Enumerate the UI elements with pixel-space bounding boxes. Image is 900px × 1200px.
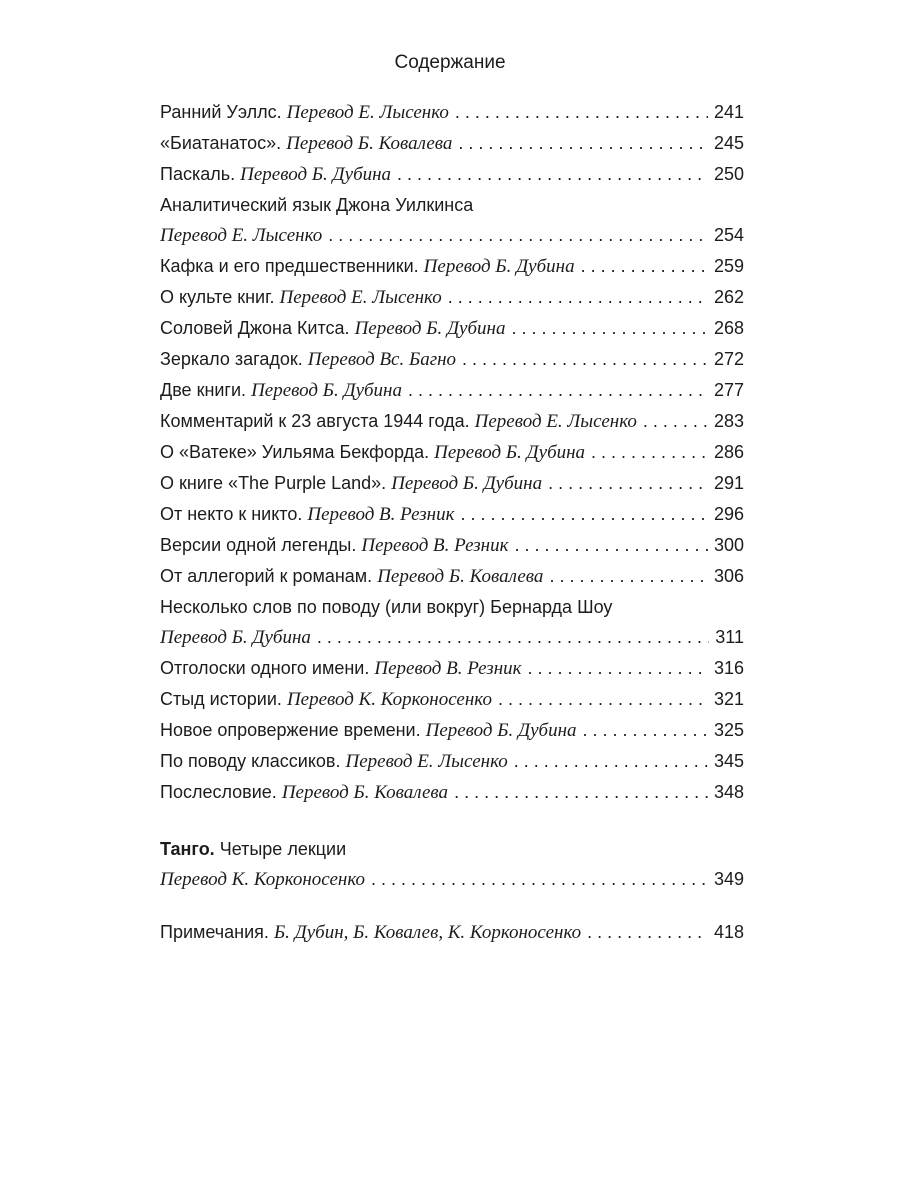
toc-entry-bernard-shaw bbox=[160, 592, 744, 653]
entry-title: О «Ватеке» Уильяма Бекфорда. bbox=[160, 442, 430, 462]
entry-title: Стыд истории. bbox=[160, 689, 282, 709]
entry-title: Ранний Уэллс. bbox=[160, 102, 282, 122]
entry-title: От некто к никто. bbox=[160, 504, 303, 524]
entry-page-number: 254 bbox=[713, 225, 744, 245]
entry-page-number: 250 bbox=[713, 164, 744, 184]
toc-entry-kafka bbox=[160, 251, 744, 282]
entry-translator: Перевод Б. Дубина bbox=[391, 473, 543, 494]
entry-title: От аллегорий к романам. bbox=[160, 566, 373, 586]
leader-dots bbox=[548, 468, 708, 498]
section-title bbox=[160, 834, 744, 864]
section-spacer bbox=[160, 895, 744, 917]
toc-entry-pascal bbox=[160, 159, 744, 190]
entry-translator: Перевод Е. Лысенко bbox=[345, 751, 508, 772]
entry-title: «Биатанатос». bbox=[160, 133, 282, 153]
toc-entry-wilkins bbox=[160, 190, 744, 251]
toc-entry-modesty-of-history bbox=[160, 684, 744, 715]
entry-title: О культе книг. bbox=[160, 287, 275, 307]
entry-title: Версии одной легенды. bbox=[160, 535, 357, 555]
leader-dots bbox=[549, 561, 708, 591]
entry-translator: Перевод Б. Дубина bbox=[160, 627, 311, 648]
toc-entry-allegories-to-novels bbox=[160, 561, 744, 592]
leader-dots bbox=[397, 159, 708, 189]
entry-page-number: 325 bbox=[713, 720, 744, 740]
entry-translator: Перевод В. Резник bbox=[361, 535, 509, 556]
entry-page-number: 286 bbox=[713, 442, 744, 462]
section-title-bold: Танго. bbox=[160, 839, 215, 859]
toc-entry-august-23 bbox=[160, 406, 744, 437]
toc-entry-biathanatos bbox=[160, 128, 744, 159]
entry-title: Отголоски одного имени. bbox=[160, 658, 370, 678]
leader-dots bbox=[317, 622, 709, 652]
entry-translator: Перевод К. Корконосенко bbox=[286, 689, 492, 710]
leader-dots bbox=[461, 499, 708, 529]
entry-page-number: 245 bbox=[713, 133, 744, 153]
leader-dots bbox=[454, 777, 708, 807]
entry-title: По поводу классиков. bbox=[160, 751, 341, 771]
toc-entry-cult-of-books bbox=[160, 282, 744, 313]
entry-authors: Б. Дубин, Б. Ковалев, К. Корконосенко bbox=[273, 922, 582, 943]
entry-page-number: 311 bbox=[715, 627, 744, 647]
leader-dots bbox=[643, 406, 708, 436]
entry-translator: Перевод Б. Дубина bbox=[423, 256, 575, 277]
leader-dots bbox=[371, 864, 708, 894]
entry-page-number: 345 bbox=[713, 751, 744, 771]
leader-dots bbox=[455, 97, 708, 127]
entry-page-number: 272 bbox=[713, 349, 744, 369]
toc-entry-legend-versions bbox=[160, 530, 744, 561]
entry-translator: Перевод Б. Дубина bbox=[354, 318, 506, 339]
entry-translator: Перевод Б. Ковалева bbox=[281, 782, 449, 803]
leader-dots bbox=[448, 282, 708, 312]
entry-translator: Перевод Е. Лысенко bbox=[279, 287, 442, 308]
entry-title: Паскаль. bbox=[160, 164, 236, 184]
section-spacer bbox=[160, 808, 744, 834]
entry-translator: Перевод К. Корконосенко bbox=[160, 869, 366, 890]
entry-title: Кафка и его предшественники. bbox=[160, 256, 419, 276]
entry-title: Соловей Джона Китса. bbox=[160, 318, 350, 338]
toc-entry-on-classics bbox=[160, 746, 744, 777]
leader-dots bbox=[514, 746, 708, 776]
entry-page-number: 259 bbox=[713, 256, 744, 276]
leader-dots bbox=[581, 251, 708, 281]
entry-page-number: 262 bbox=[713, 287, 744, 307]
toc-entry-purple-land bbox=[160, 468, 744, 499]
entry-translator: Перевод В. Резник bbox=[374, 658, 522, 679]
entry-page-number: 321 bbox=[713, 689, 744, 709]
entry-translator: Перевод Е. Лысенко bbox=[474, 411, 637, 432]
leader-dots bbox=[408, 375, 708, 405]
leader-dots bbox=[591, 437, 708, 467]
entry-page-number: 296 bbox=[713, 504, 744, 524]
entry-translator: Перевод В. Резник bbox=[307, 504, 455, 525]
toc-entry-refutation-of-time bbox=[160, 715, 744, 746]
entry-title: Комментарий к 23 августа 1944 года. bbox=[160, 411, 470, 431]
leader-dots bbox=[515, 530, 708, 560]
toc-entry-early-wells bbox=[160, 97, 744, 128]
toc-section-tango bbox=[160, 834, 744, 895]
entry-page-number: 300 bbox=[713, 535, 744, 555]
page-title: Содержание bbox=[394, 52, 506, 73]
leader-dots bbox=[511, 313, 707, 343]
entry-translator: Перевод Б. Дубина bbox=[434, 442, 586, 463]
toc-entry-mirror-of-enigmas bbox=[160, 344, 744, 375]
entry-page-number: 316 bbox=[713, 658, 744, 678]
toc-entry-keats-nightingale bbox=[160, 313, 744, 344]
toc-entry-somebody-to-nobody bbox=[160, 499, 744, 530]
toc-entry-echoes-of-a-name bbox=[160, 653, 744, 684]
entry-translator: Перевод Е. Лысенко bbox=[160, 225, 323, 246]
section-title-subtitle: Четыре лекции bbox=[219, 839, 347, 859]
entry-translator: Перевод Вс. Багно bbox=[307, 349, 457, 370]
leader-dots bbox=[458, 128, 708, 158]
leader-dots bbox=[328, 220, 708, 250]
entry-page-number: 241 bbox=[713, 102, 744, 122]
entry-page-number: 268 bbox=[713, 318, 744, 338]
entry-page-number: 283 bbox=[713, 411, 744, 431]
entry-translator: Перевод Б. Дубина bbox=[240, 164, 392, 185]
leader-dots bbox=[462, 344, 708, 374]
entry-page-number: 291 bbox=[713, 473, 744, 493]
entry-title: Зеркало загадок. bbox=[160, 349, 303, 369]
entry-title: Несколько слов по поводу (или вокруг) Бернарда Шоу bbox=[160, 597, 613, 617]
table-of-contents bbox=[160, 97, 744, 948]
entry-title: Послесловие. bbox=[160, 782, 277, 802]
entry-page-number: 277 bbox=[713, 380, 744, 400]
entry-translator: Перевод Б. Дубина bbox=[251, 380, 402, 401]
leader-dots bbox=[498, 684, 708, 714]
entry-page-number: 418 bbox=[713, 922, 744, 942]
leader-dots bbox=[587, 917, 708, 947]
entry-page-number: 306 bbox=[713, 566, 744, 586]
entry-title: О книге «The Purple Land». bbox=[160, 473, 387, 493]
leader-dots bbox=[528, 653, 708, 683]
entry-title: Аналитический язык Джона Уилкинса bbox=[160, 195, 474, 215]
entry-page-number: 348 bbox=[713, 782, 744, 802]
leader-dots bbox=[583, 715, 708, 745]
toc-entry-notes bbox=[160, 917, 744, 948]
toc-entry-afterword bbox=[160, 777, 744, 808]
entry-page-number: 349 bbox=[713, 869, 744, 889]
entry-translator: Перевод Е. Лысенко bbox=[286, 102, 449, 123]
entry-translator: Перевод Б. Ковалева bbox=[286, 133, 453, 154]
entry-title: Примечания. bbox=[160, 922, 269, 942]
toc-entry-two-books bbox=[160, 375, 744, 406]
toc-entry-vathek bbox=[160, 437, 744, 468]
entry-title: Новое опровержение времени. bbox=[160, 720, 421, 740]
entry-translator: Перевод Б. Ковалева bbox=[377, 566, 544, 587]
entry-translator: Перевод Б. Дубина bbox=[425, 720, 577, 741]
entry-title: Две книги. bbox=[160, 380, 247, 400]
